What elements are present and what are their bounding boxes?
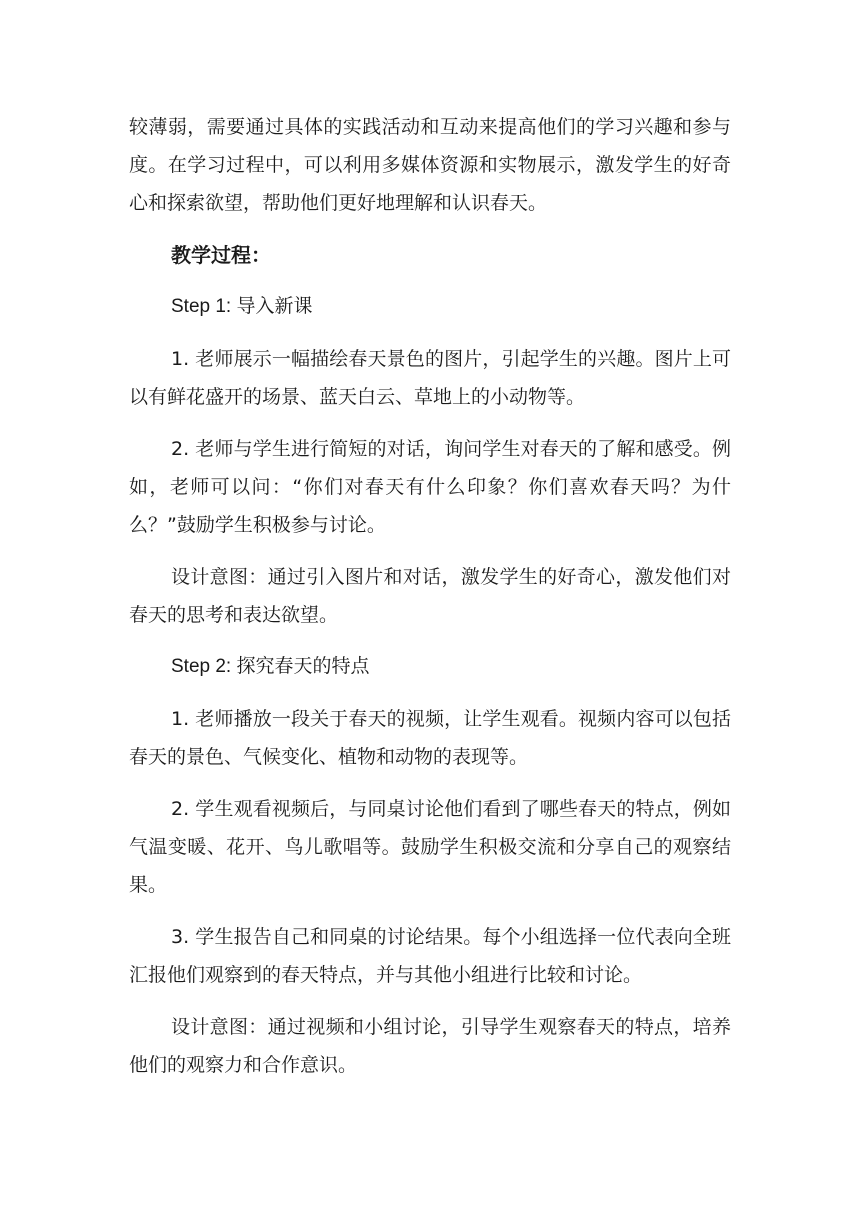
step-2-item-3: 3. 学生报告自己和同桌的讨论结果。每个小组选择一位代表向全班汇报他们观察到的春天特点，并与其他小组进行比较和讨论。 <box>129 926 731 986</box>
section-heading-teaching-process: 教学过程： <box>171 243 271 267</box>
step-2-item-1: 1. 老师播放一段关于春天的视频，让学生观看。视频内容可以包括春天的景色、气候变化、植物和动物的表现等。 <box>129 708 731 768</box>
paragraph-intro-continuation: 较薄弱，需要通过具体的实践活动和互动来提高他们的学习兴趣和参与度。在学习过程中，可以利用多媒体资源和实物展示，激发学生的好奇心和探索欲望，帮助他们更好地理解和认识春天。 <box>129 116 731 214</box>
step-1-item-1: 1. 老师展示一幅描绘春天景色的图片，引起学生的兴趣。图片上可以有鲜花盛开的场景、蓝天白云、草地上的小动物等。 <box>129 348 731 408</box>
document-body <box>129 108 731 1098</box>
step-2-heading: Step 2: 探究春天的特点 <box>171 656 370 677</box>
step-1-heading: Step 1: 导入新课 <box>171 296 313 317</box>
step-2-design-intent: 设计意图：通过视频和小组讨论，引导学生观察春天的特点，培养他们的观察力和合作意识。 <box>129 1016 731 1076</box>
step-1-design-intent: 设计意图：通过引入图片和对话，激发学生的好奇心，激发他们对春天的思考和表达欲望。 <box>129 566 731 626</box>
step-2-item-2: 2. 学生观看视频后，与同桌讨论他们看到了哪些春天的特点，例如气温变暖、花开、鸟儿歌唱等。鼓励学生积极交流和分享自己的观察结果。 <box>129 798 731 896</box>
step-1-item-2: 2. 老师与学生进行简短的对话，询问学生对春天的了解和感受。例如，老师可以问：“你们对春天有什么印象？你们喜欢春天吗？为什么？”鼓励学生积极参与讨论。 <box>129 438 731 536</box>
